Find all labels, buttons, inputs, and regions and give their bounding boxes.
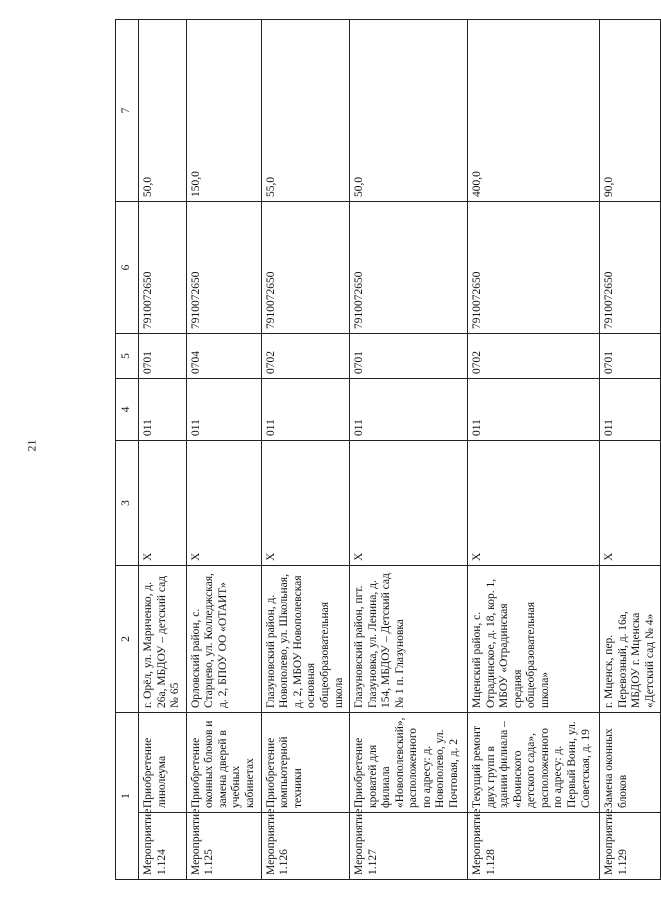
cell-col5: 0702 bbox=[261, 334, 349, 379]
cell-col4: 011 bbox=[600, 379, 661, 441]
cell-col3: X bbox=[600, 441, 661, 566]
cell-col6: 7910072650 bbox=[600, 202, 661, 334]
cell-col3: X bbox=[350, 441, 468, 566]
table-row bbox=[468, 20, 600, 880]
cell-col3: X bbox=[139, 441, 187, 566]
table-row bbox=[186, 20, 261, 880]
cell-col4: 011 bbox=[261, 379, 349, 441]
address-cell: Глазуновский район, пгт. Глазуновка, ул. Ленина, д. 154, МБДОУ – Детский сад № 1 п. Глазуновка bbox=[350, 566, 468, 713]
address-cell: Глазуновский район, д. Новополево, ул. Школьная, д. 2, МБОУ Новополевская основная общеобразовательная школа bbox=[261, 566, 349, 713]
cell-col7: 150,0 bbox=[186, 20, 261, 202]
cell-col6: 7910072650 bbox=[350, 202, 468, 334]
cell-col4: 011 bbox=[186, 379, 261, 441]
cell-col5: 0701 bbox=[139, 334, 187, 379]
cell-col6: 7910072650 bbox=[468, 202, 600, 334]
table-row bbox=[350, 20, 468, 880]
rotated-table-frame bbox=[115, 20, 656, 880]
header-cell: 3 bbox=[116, 441, 139, 566]
cell-col6: 7910072650 bbox=[186, 202, 261, 334]
page-number: 21 bbox=[24, 439, 39, 452]
cell-col7: 50,0 bbox=[139, 20, 187, 202]
cell-col3: X bbox=[186, 441, 261, 566]
address-cell: г. Орёл, ул. Мариченко, д. 26а, МБДОУ – детский сад № 65 bbox=[139, 566, 187, 713]
header-cell: 2 bbox=[116, 566, 139, 713]
cell-col7: 90,0 bbox=[600, 20, 661, 202]
measure-id-cell: Мероприятие 1.126 bbox=[261, 813, 349, 880]
table-row bbox=[600, 20, 661, 880]
cell-col4: 011 bbox=[139, 379, 187, 441]
table-row bbox=[261, 20, 349, 880]
address-cell: Орловский район, с. Старцево, ул. Колледжская, д. 2, БПОУ ОО «ОТАИТ» bbox=[186, 566, 261, 713]
measure-name-cell: Замена оконных блоков bbox=[600, 713, 661, 813]
cell-col3: X bbox=[468, 441, 600, 566]
cell-col6: 7910072650 bbox=[261, 202, 349, 334]
header-cell: 1 bbox=[116, 713, 139, 880]
measure-name-cell: Текущий ремонт двух групп в здании филиала – «Воинского детского сада», расположенного по адресу: д. Первый Воин, ул. Советская, д. 19 bbox=[468, 713, 600, 813]
header-cell: 5 bbox=[116, 334, 139, 379]
measure-name-cell: Приобретение компьютерной техники bbox=[261, 713, 349, 813]
cell-col4: 011 bbox=[350, 379, 468, 441]
cell-col7: 400,0 bbox=[468, 20, 600, 202]
header-cell: 6 bbox=[116, 202, 139, 334]
measure-id-cell: Мероприятие 1.125 bbox=[186, 813, 261, 880]
cell-col6: 7910072650 bbox=[139, 202, 187, 334]
measure-id-cell: Мероприятие 1.127 bbox=[350, 813, 468, 880]
address-cell: г. Мценск, пер. Перевозный, д. 16а, МБДОУ г. Мценска «Детский сад № 4» bbox=[600, 566, 661, 713]
header-cell: 4 bbox=[116, 379, 139, 441]
cell-col5: 0704 bbox=[186, 334, 261, 379]
measure-name-cell: Приобретение линолеума bbox=[139, 713, 187, 813]
cell-col5: 0701 bbox=[600, 334, 661, 379]
cell-col4: 011 bbox=[468, 379, 600, 441]
measure-name-cell: Приобретение кроватей для филиала «Новополевский», расположенного по адресу: д. Новополево, ул. Почтовая, д. 2 bbox=[350, 713, 468, 813]
budget-measures-table bbox=[115, 19, 661, 880]
header-cell: 7 bbox=[116, 20, 139, 202]
address-cell: Мценский район, с. Отрадинское, д. 18, кор. 1, МБОУ «Отрадинская средняя общеобразовательная школа» bbox=[468, 566, 600, 713]
measure-id-cell: Мероприятие 1.124 bbox=[139, 813, 187, 880]
measure-name-cell: Приобретение оконных блоков и замена дверей в учебных кабинетах bbox=[186, 713, 261, 813]
cell-col3: X bbox=[261, 441, 349, 566]
cell-col5: 0702 bbox=[468, 334, 600, 379]
cell-col7: 55,0 bbox=[261, 20, 349, 202]
header-row bbox=[116, 20, 139, 880]
measure-id-cell: Мероприятие 1.128 bbox=[468, 813, 600, 880]
cell-col5: 0701 bbox=[350, 334, 468, 379]
table-row bbox=[139, 20, 187, 880]
measure-id-cell: Мероприятие 1.129 bbox=[600, 813, 661, 880]
cell-col7: 50,0 bbox=[350, 20, 468, 202]
document-table-container bbox=[115, 20, 656, 880]
